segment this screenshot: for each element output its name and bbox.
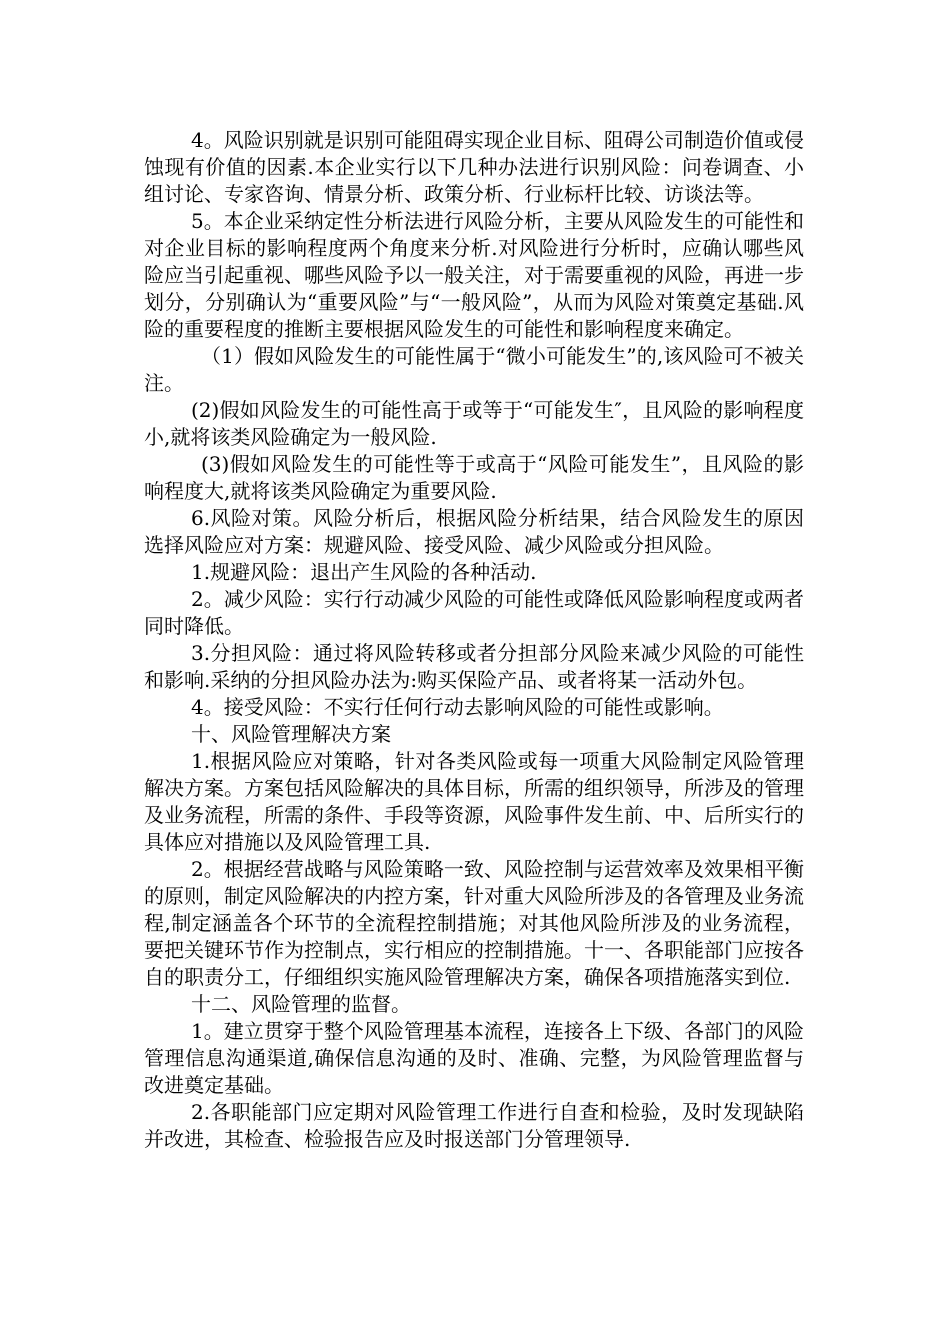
paragraph-reduce-risk: 2。减少风险：实行行动减少风险的可能性或降低风险影响程度或两者同时降低。 [144, 587, 804, 638]
paragraph-risk-analysis: 5。本企业采纳定性分析法进行风险分析，主要从风险发生的可能性和对企业目标的影响程度两个角度来分析.对风险进行分析时，应确认哪些风险应当引起重视、哪些风险予以一般关注，对于需要重视的风险，再进一步划分，分别确认为“重要风险”与“一般风险”，从而为风险对策奠定基础.风险的重要程度的推断主要根据风险发生的可能性和影响程度来确定。 [144, 209, 804, 341]
paragraph-self-inspection: 2.各职能部门应定期对风险管理工作进行自查和检验，及时发现缺陷并改进，其检查、检验报告应及时报送部门分管理领导. [144, 1100, 804, 1151]
paragraph-solution-plan: 1.根据风险应对策略，针对各类风险或每一项重大风险制定风险管理解决方案。方案包括风险解决的具体目标，所需的组织领导，所涉及的管理及业务流程，所需的条件、手段等资源，风险事件发生前、中、后所实行的具体应对措施以及风险管理工具. [144, 749, 804, 854]
paragraph-accept-risk: 4。接受风险：不实行任何行动去影响风险的可能性或影响。 [191, 695, 724, 719]
paragraph-risk-countermeasures: 6.风险对策。风险分析后，根据风险分析结果，结合风险发生的原因选择风险应对方案：规避风险、接受风险、减少风险或分担风险。 [144, 506, 804, 557]
paragraph-analysis-case-2: (2)假如风险发生的可能性高于或等于“可能发生″，且风险的影响程度小,就将该类风险确定为一般风险. [144, 398, 804, 449]
section-heading-supervision: 十二、风险管理的监督。 [191, 992, 411, 1016]
paragraph-avoid-risk: 1.规避风险：退出产生风险的各种活动. [191, 560, 537, 584]
paragraph-communication-channel: 1。建立贯穿于整个风险管理基本流程，连接各上下级、各部门的风险管理信息沟通渠道,确保信息沟通的及时、准确、完整，为风险管理监督与改进奠定基础。 [144, 1019, 804, 1097]
paragraph-analysis-case-3: (3)假如风险发生的可能性等于或高于“风险可能发生”，且风险的影响程度大,就将该类风险确定为重要风险. [144, 452, 804, 503]
document-body [144, 127, 804, 1153]
section-heading-solutions: 十、风险管理解决方案 [191, 722, 391, 746]
paragraph-risk-identification: 4。风险识别就是识别可能阻碍实现企业目标、阻碍公司制造价值或侵蚀现有价值的因素.本企业实行以下几种办法进行识别风险：问卷调查、小组讨论、专家咨询、情景分析、政策分析、行业标杆比较、访谈法等。 [144, 128, 804, 206]
paragraph-internal-control: 2。根据经营战略与风险策略一致、风险控制与运营效率及效果相平衡的原则，制定风险解决的内控方案，针对重大风险所涉及的各管理及业务流程,制定涵盖各个环节的全流程控制措施；对其他风险所涉及的业务流程，要把关键环节作为控制点，实行相应的控制措施。十一、各职能部门应按各自的职责分工，仔细组织实施风险管理解决方案，确保各项措施落实到位. [144, 857, 804, 989]
paragraph-analysis-case-1: （1）假如风险发生的可能性属于“微小可能发生”的,该风险可不被关注。 [144, 344, 804, 395]
paragraph-share-risk: 3.分担风险：通过将风险转移或者分担部分风险来减少风险的可能性和影响.采纳的分担风险办法为:购买保险产品、或者将某一活动外包。 [144, 641, 804, 692]
